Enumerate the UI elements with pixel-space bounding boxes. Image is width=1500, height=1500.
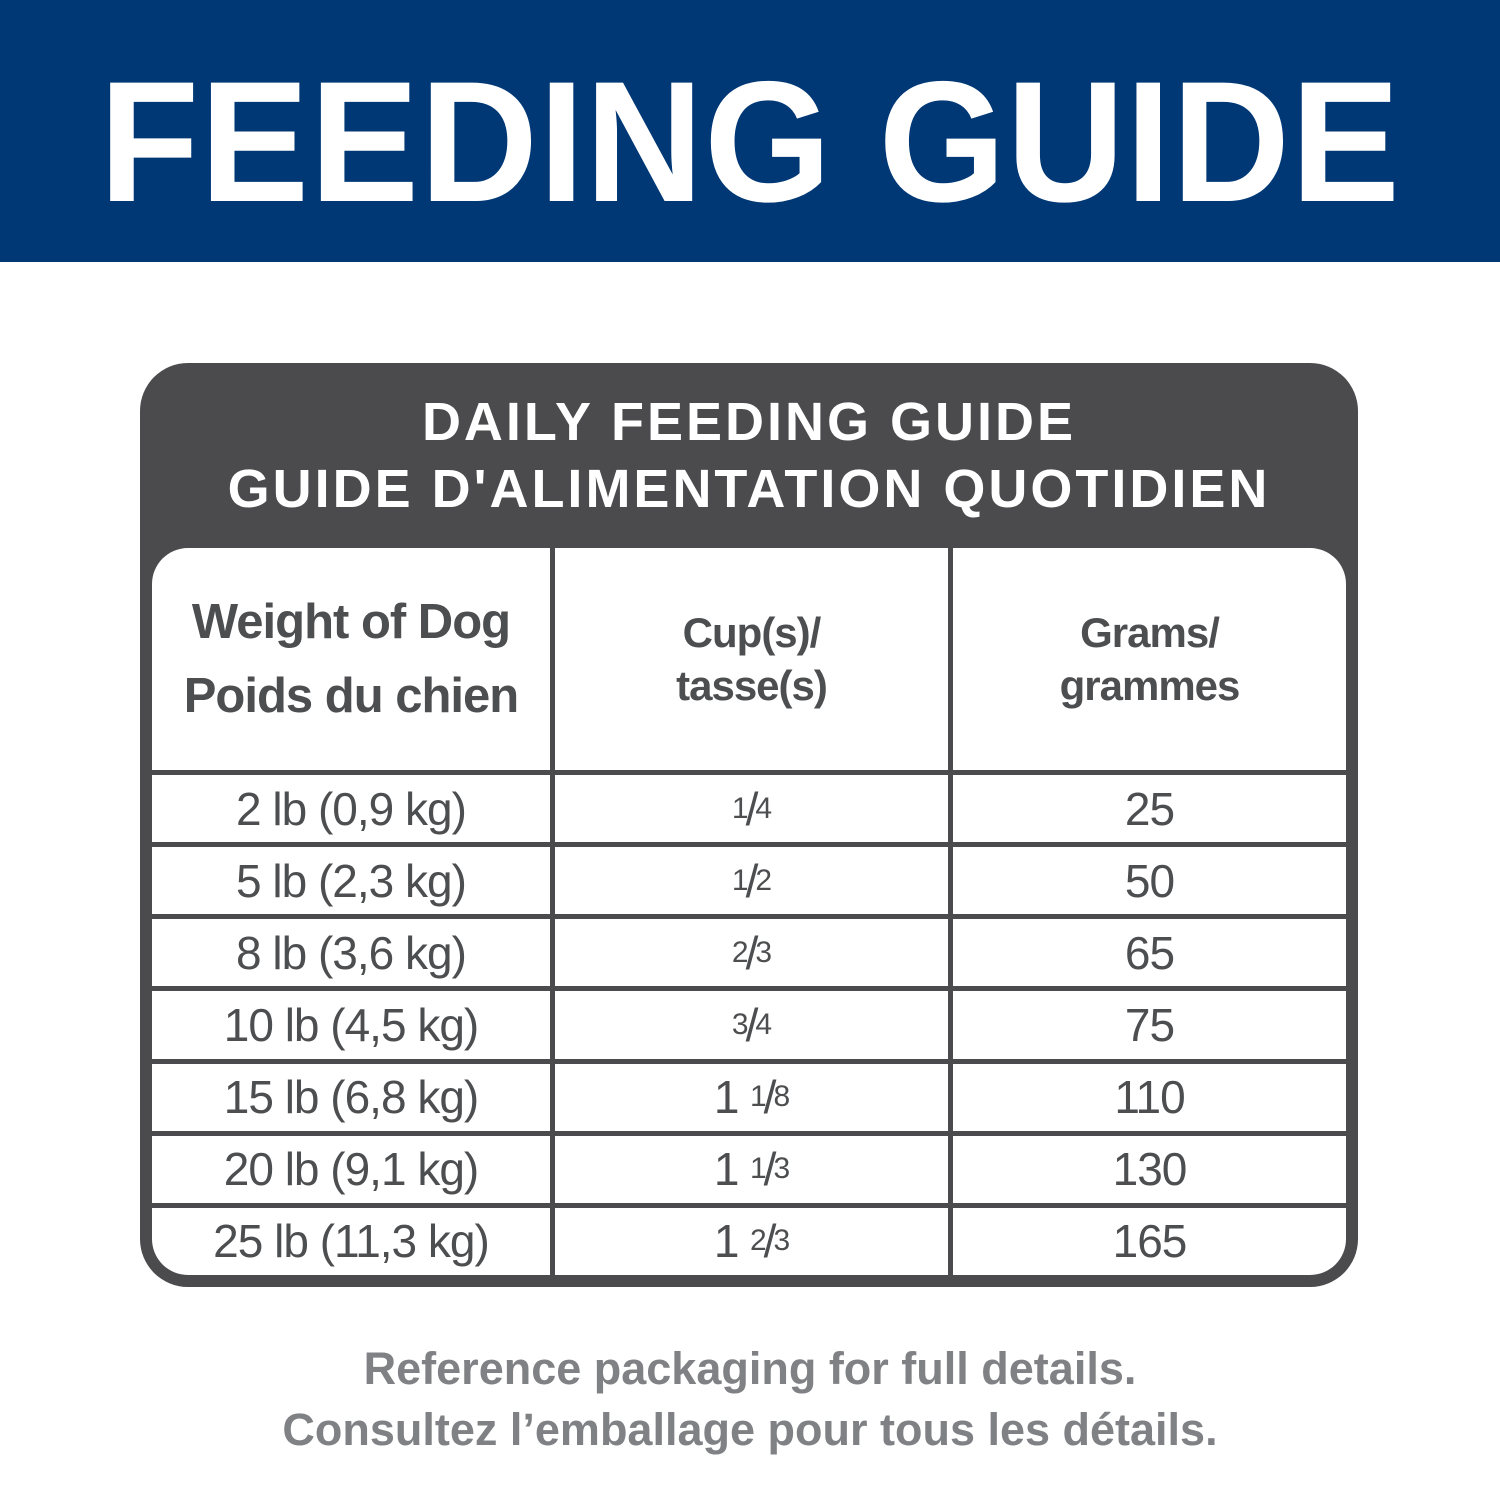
cups-cell <box>550 775 948 842</box>
card-title-fr: GUIDE D'ALIMENTATION QUOTIDIEN <box>227 459 1271 519</box>
fraction-slash: / <box>745 782 758 835</box>
cups-numerator: 2 <box>731 935 748 969</box>
weight-cell: 25 lb (11,3 kg) <box>213 1215 489 1268</box>
cups-numerator: 3 <box>731 1007 748 1041</box>
cups-denominator: 2 <box>755 863 772 897</box>
cups-denominator: 4 <box>755 1007 772 1041</box>
weight-cell: 8 lb (3,6 kg) <box>236 926 466 979</box>
grams-cell: 25 <box>948 775 1346 842</box>
banner-header <box>0 0 1500 262</box>
cups-denominator: 4 <box>755 791 772 825</box>
fraction-slash: / <box>763 1071 776 1124</box>
page-title: FEEDING GUIDE <box>99 46 1401 238</box>
grams-cell: 110 <box>948 1064 1346 1131</box>
card-title-en: DAILY FEEDING GUIDE <box>421 392 1077 452</box>
cups-whole: 1 <box>713 1143 739 1196</box>
table-row <box>152 842 1346 914</box>
feeding-table <box>152 548 1346 1275</box>
cups-cell <box>550 1208 948 1275</box>
cups-numerator: 1 <box>749 1080 766 1114</box>
column-header-grams <box>948 548 1346 770</box>
table-header-row <box>152 548 1346 770</box>
fraction-slash: / <box>763 1215 776 1268</box>
column-header-grams-en: Grams/ <box>1080 609 1219 656</box>
table-row <box>152 986 1346 1058</box>
footer-line-fr: Consultez l’emballage pour tous les détails. <box>282 1404 1218 1455</box>
card-title <box>140 389 1358 523</box>
fraction-slash: / <box>745 854 758 907</box>
column-header-cups-en: Cup(s)/ <box>682 609 821 656</box>
grams-cell: 50 <box>948 847 1346 914</box>
weight-cell: 5 lb (2,3 kg) <box>236 854 466 907</box>
weight-cell: 2 lb (0,9 kg) <box>236 782 466 835</box>
cups-denominator: 3 <box>755 935 772 969</box>
grams-cell: 75 <box>948 991 1346 1058</box>
table-row <box>152 1203 1346 1275</box>
cups-cell <box>550 1136 948 1203</box>
cups-denominator: 3 <box>773 1152 790 1186</box>
weight-cell: 10 lb (4,5 kg) <box>223 998 479 1051</box>
table-row <box>152 770 1346 842</box>
feeding-table-body <box>152 770 1346 1275</box>
weight-cell: 20 lb (9,1 kg) <box>223 1143 479 1196</box>
cups-cell <box>550 991 948 1058</box>
cups-numerator: 2 <box>749 1224 766 1258</box>
table-row <box>152 1059 1346 1131</box>
cups-numerator: 1 <box>749 1152 766 1186</box>
cups-denominator: 3 <box>773 1224 790 1258</box>
table-row <box>152 914 1346 986</box>
fraction-slash: / <box>745 926 758 979</box>
grams-cell: 130 <box>948 1136 1346 1203</box>
grams-cell: 65 <box>948 919 1346 986</box>
cups-denominator: 8 <box>773 1080 790 1114</box>
table-row <box>152 1131 1346 1203</box>
column-header-weight-en: Weight of Dog <box>191 595 511 649</box>
fraction-slash: / <box>745 998 758 1051</box>
column-header-cups-fr: tasse(s) <box>676 662 827 709</box>
daily-feeding-guide-card <box>140 363 1358 1287</box>
cups-numerator: 1 <box>731 863 748 897</box>
fraction-slash: / <box>763 1143 776 1196</box>
cups-numerator: 1 <box>731 791 748 825</box>
cups-cell <box>550 1064 948 1131</box>
grams-cell: 165 <box>948 1208 1346 1275</box>
cups-cell <box>550 847 948 914</box>
cups-whole: 1 <box>713 1215 739 1268</box>
column-header-cups <box>550 548 948 770</box>
column-header-grams-fr: grammes <box>1059 662 1240 709</box>
column-header-weight-fr: Poids du chien <box>183 669 519 723</box>
column-header-weight <box>152 548 550 770</box>
weight-cell: 15 lb (6,8 kg) <box>223 1071 479 1124</box>
cups-whole: 1 <box>713 1071 739 1124</box>
footer-line-en: Reference packaging for full details. <box>363 1343 1137 1394</box>
cups-cell <box>550 919 948 986</box>
footer-note <box>0 1338 1500 1460</box>
